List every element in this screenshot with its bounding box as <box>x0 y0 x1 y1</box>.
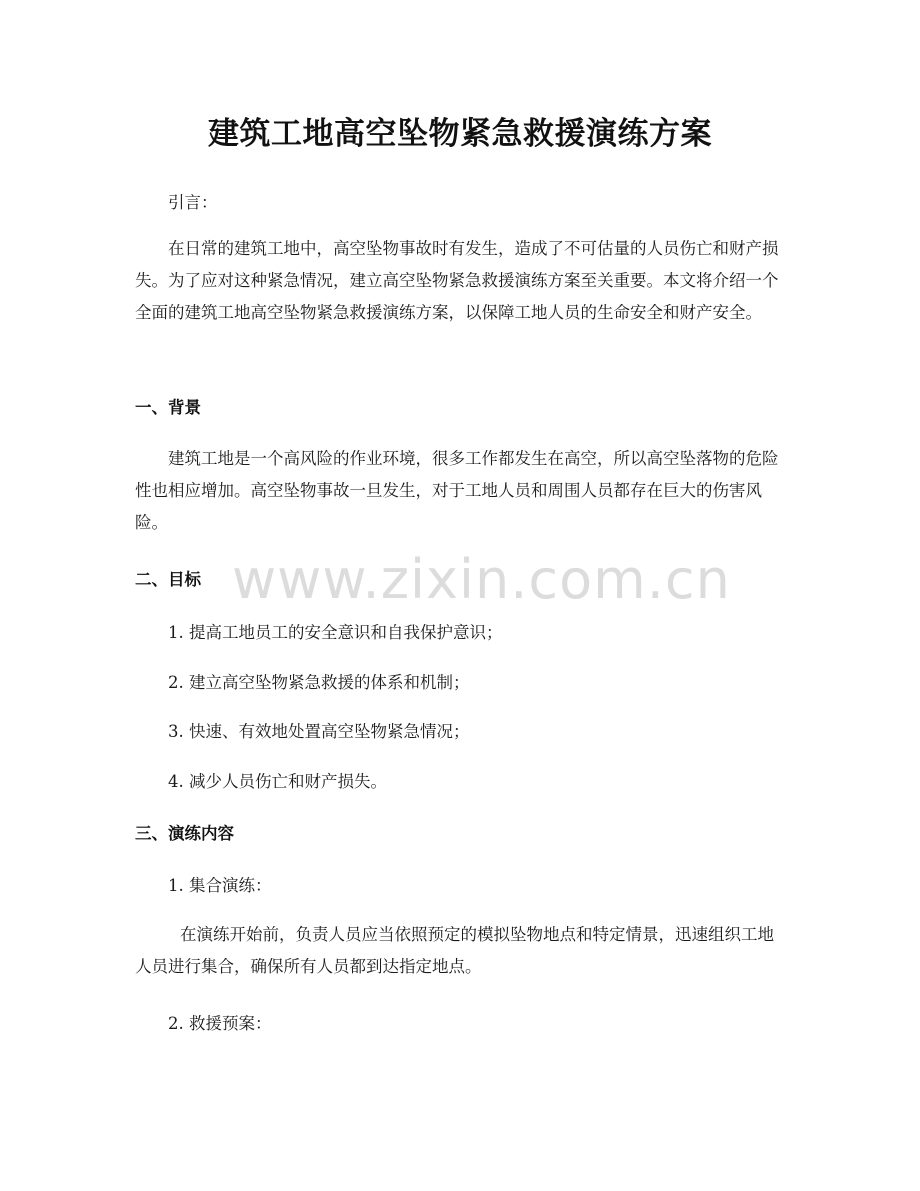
section-heading-drill-content: 三、演练内容 <box>135 824 234 843</box>
goal-item: 1. 提高工地员工的安全意识和自我保护意识； <box>168 623 503 642</box>
goal-item: 2. 建立高空坠物紧急救援的体系和机制； <box>168 673 470 692</box>
document-title: 建筑工地高空坠物紧急救援演练方案 <box>208 116 712 152</box>
goal-item: 4. 减少人员伤亡和财产损失。 <box>168 772 387 791</box>
drill-subitem-label: 2. 救援预案： <box>168 1014 272 1033</box>
section-heading-goals: 二、目标 <box>135 570 201 589</box>
intro-label: 引言： <box>168 193 218 212</box>
goal-item: 3. 快速、有效地处置高空坠物紧急情况； <box>168 722 470 741</box>
watermark-text: www.zixin.com.cn <box>232 548 731 611</box>
intro-paragraph: 在日常的建筑工地中，高空坠物事故时有发生，造成了不可估量的人员伤亡和财产损失。为了应对这种紧急情况，建立高空坠物紧急救援演练方案至关重要。本文将介绍一个全面的建筑工地高空坠物紧急救援演练方案，以保障工地人员的生命安全和财产安全。 <box>135 239 779 322</box>
section-heading-background: 一、背景 <box>135 398 201 417</box>
background-paragraph: 建筑工地是一个高风险的作业环境，很多工作都发生在高空，所以高空坠落物的危险性也相应增加。高空坠物事故一旦发生，对于工地人员和周围人员都存在巨大的伤害风险。 <box>135 449 779 532</box>
assembly-drill-paragraph: 在演练开始前，负责人员应当依照预定的模拟坠物地点和特定情景，迅速组织工地人员进行集合，确保所有人员都到达指定地点。 <box>135 925 774 976</box>
drill-subitem-label: 1. 集合演练： <box>168 876 272 895</box>
